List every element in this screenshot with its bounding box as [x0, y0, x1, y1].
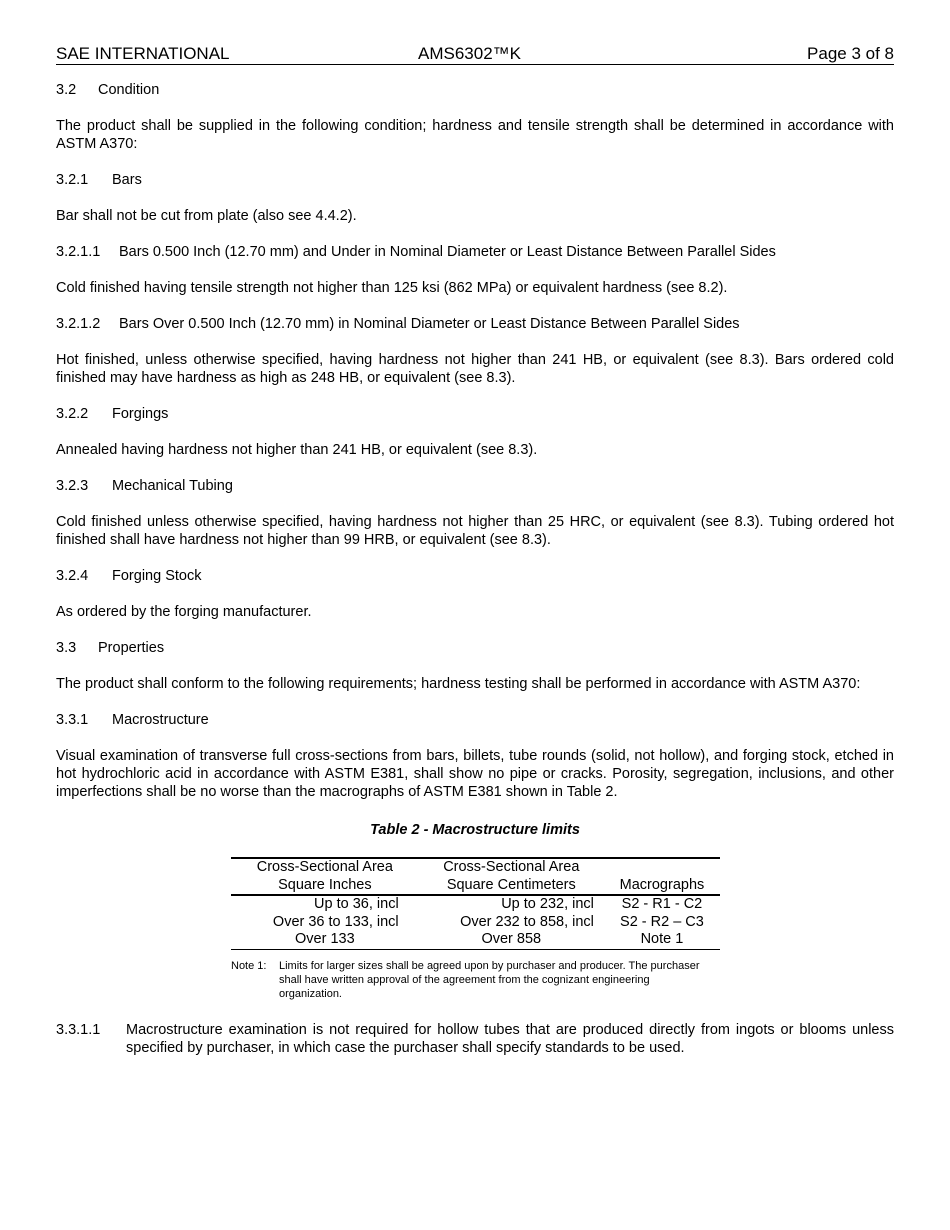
paragraph-3-2-2: Annealed having hardness not higher than 241 HB, or equivalent (see 8.3). [56, 442, 538, 458]
section-number: 3.3.1 [56, 712, 89, 728]
macrostructure-table [231, 857, 720, 950]
section-title: Forgings [112, 406, 169, 422]
column-header: Cross-Sectional Area [443, 859, 580, 875]
table-cell: Over 858 [419, 931, 604, 949]
paragraph-3-2-1-1: Cold finished having tensile strength not higher than 125 ksi (862 MPa) or equivalent hardness (see 8.2). [56, 280, 728, 296]
section-number: 3.3 [56, 640, 77, 656]
section-title: Mechanical Tubing [112, 478, 233, 494]
table-cell: Over 232 to 858, incl [460, 913, 594, 930]
paragraph-3-2: The product shall be supplied in the following condition; hardness and tensile strength shall be determined in accordance with ASTM A370: [56, 118, 894, 152]
section-number: 3.2.1 [56, 172, 89, 188]
table-caption: Table 2 - Macrostructure limits [370, 822, 580, 838]
heading-3-2-4 [56, 567, 894, 585]
table-row [231, 931, 720, 949]
section-number: 3.2 [56, 82, 77, 98]
note-label: Note 1: [231, 959, 267, 972]
heading-3-3 [56, 639, 894, 657]
heading-3-2-3 [56, 477, 894, 495]
table-cell: Over 133 [231, 931, 419, 949]
section-title: Forging Stock [112, 568, 202, 584]
paragraph-3-3: The product shall conform to the following requirements; hardness testing shall be performed in accordance with ASTM A370: [56, 676, 861, 692]
column-header: Cross-Sectional Area [256, 859, 393, 875]
section-number: 3.2.1.2 [56, 316, 101, 332]
header-doc-id: AMS6302™K [418, 44, 521, 63]
section-number: 3.2.1.1 [56, 244, 101, 260]
header-page-number: Page 3 of 8 [807, 44, 894, 63]
table-cell: S2 - R2 – C3 [620, 913, 704, 930]
table-row [231, 914, 720, 932]
section-title: Bars Over 0.500 Inch (12.70 mm) in Nominal Diameter or Least Distance Between Parallel Sides [119, 316, 740, 332]
section-number: 3.2.2 [56, 406, 89, 422]
heading-3-2 [56, 81, 894, 99]
column-header: Macrographs [619, 876, 705, 893]
paragraph-3-3-1-1 [56, 1021, 894, 1057]
table-cell: S2 - R1 - C2 [621, 896, 703, 912]
table-note [231, 959, 711, 1001]
section-title: Macrostructure [112, 712, 209, 728]
paragraph-3-2-4: As ordered by the forging manufacturer. [56, 604, 312, 620]
section-number: 3.3.1.1 [56, 1021, 101, 1038]
table-cell: Up to 232, incl [501, 896, 594, 912]
section-title: Properties [98, 640, 165, 656]
column-header [604, 858, 720, 877]
paragraph-3-3-1: Visual examination of transverse full cross-sections from bars, billets, tube rounds (solid, not hollow), and forging stock, etched in hot hydrochloric acid in accordance with ASTM E381, shall show no pipe or cracks. Porosity, segregation, inclusions, and other imperfections shall be no worse than the macrographs of ASTM E381 shown in Table 2. [56, 748, 894, 800]
page-header [56, 42, 894, 65]
table-row [231, 895, 720, 914]
table-cell: Note 1 [604, 931, 720, 949]
paragraph-3-2-3: Cold finished unless otherwise specified, having hardness not higher than 25 HRC, or equivalent (see 8.3). Tubing ordered hot finished shall have hardness not higher than 99 HRB, or equivalent (see 8.3). [56, 514, 894, 548]
table-cell: Over 36 to 133, incl [272, 913, 399, 930]
column-header: Square Inches [278, 876, 372, 893]
paragraph-3-2-1: Bar shall not be cut from plate (also see 4.4.2). [56, 208, 357, 224]
column-header: Square Centimeters [446, 876, 576, 893]
heading-3-2-1 [56, 171, 894, 189]
document-body [56, 81, 894, 1057]
paragraph-3-2-1-2: Hot finished, unless otherwise specified, having hardness not higher than 241 HB, or equivalent (see 8.3). Bars ordered cold finished may have hardness as high as 248 HB, or equivalent (see 8.3). [56, 352, 894, 386]
section-number: 3.2.4 [56, 568, 89, 584]
heading-3-3-1 [56, 711, 894, 729]
section-title: Bars 0.500 Inch (12.70 mm) and Under in Nominal Diameter or Least Distance Between Parallel Sides [119, 244, 776, 260]
section-title: Bars [112, 172, 142, 188]
document-page [56, 42, 894, 1057]
table-cell: Up to 36, incl [314, 896, 399, 912]
section-title: Condition [98, 82, 160, 98]
header-org: SAE INTERNATIONAL [56, 44, 230, 63]
section-text: Macrostructure examination is not required for hollow tubes that are produced directly from ingots or blooms unless specified by purchaser, in which case the purchaser shall specify standards to be used. [126, 1021, 894, 1056]
note-text: Limits for larger sizes shall be agreed upon by purchaser and producer. The purchaser shall have written approval of the agreement from the cognizant engineering organization. [279, 959, 700, 1000]
heading-3-2-1-1 [56, 243, 894, 261]
heading-3-2-1-2 [56, 315, 894, 333]
heading-3-2-2 [56, 405, 894, 423]
section-number: 3.2.3 [56, 478, 89, 494]
